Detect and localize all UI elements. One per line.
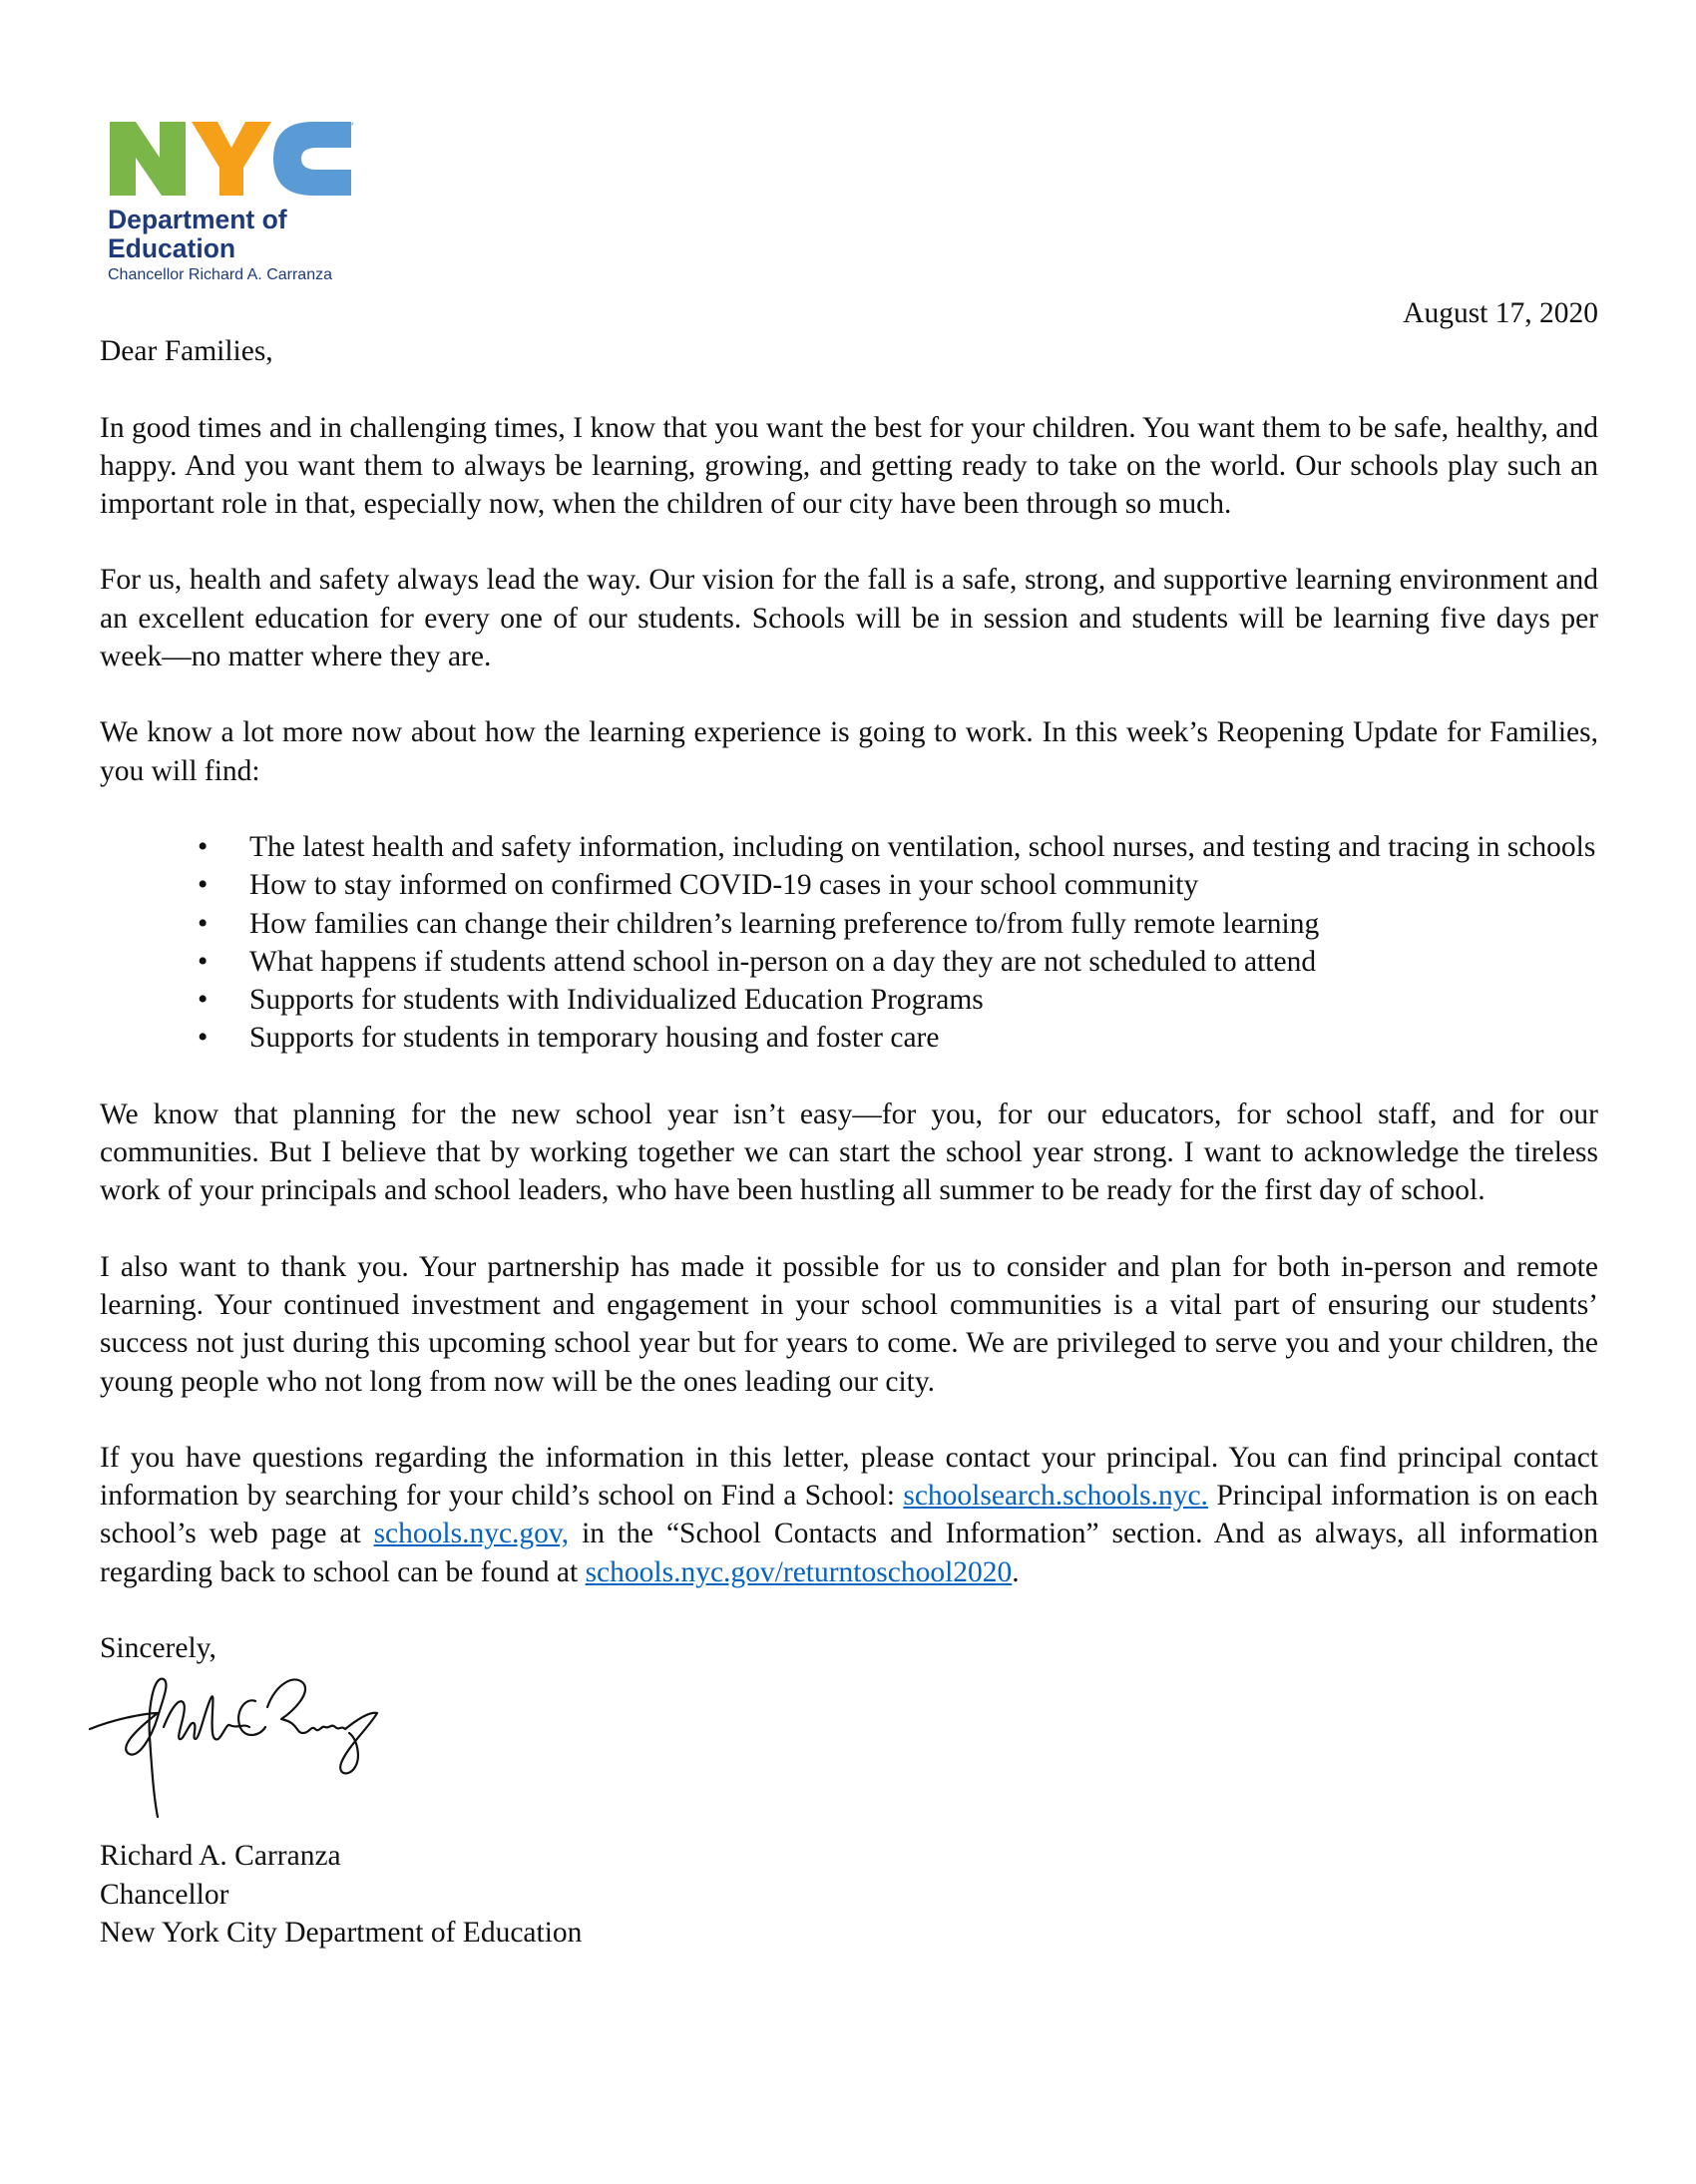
signer-info bbox=[100, 1837, 1598, 1952]
paragraph-3: We know a lot more now about how the learning experience is going to work. In this week’s Reopening Update for Families, you will find: bbox=[100, 716, 1598, 787]
paragraph-1: In good times and in challenging times, I know that you want the best for your children. You want them to be safe, healthy, and happy. And you want them to always be learning, growing, and getting ready to take on the world. Our schools play such an important role in that, especially now, when the children of our city have been through so much. bbox=[100, 411, 1598, 521]
department-name: Department of Education bbox=[108, 205, 287, 263]
paragraph-4: We know that planning for the new school year isn’t easy—for you, for our educators, for school staff, and for our communities. But I believe that by working together we can start the school year strong. I want to acknowledge the tireless work of your principals and school leaders, who have been hustling all summer to be ready for the first day of school. bbox=[100, 1097, 1598, 1207]
svg-text:™: ™ bbox=[346, 121, 354, 130]
bullet-icon: • bbox=[198, 830, 209, 863]
logo-letter-c bbox=[273, 122, 351, 196]
schools-website-link[interactable]: schools.nyc.gov, bbox=[373, 1518, 570, 1550]
chancellor-line: Chancellor Richard A. Carranza bbox=[108, 266, 332, 283]
signer-title: Chancellor bbox=[100, 1878, 229, 1911]
list-item: • How families can change their children’s learning preference to/from fully remote learning bbox=[100, 905, 1598, 943]
bullet-icon: • bbox=[198, 907, 209, 940]
bullet-icon: • bbox=[198, 984, 209, 1017]
list-item: • How to stay informed on confirmed COVID-19 cases in your school community bbox=[100, 866, 1598, 904]
closing: Sincerely, bbox=[100, 1632, 216, 1665]
list-item: • What happens if students attend school in-person on a day they are not scheduled to attend bbox=[100, 943, 1598, 981]
logo-letter-y bbox=[192, 122, 271, 196]
list-item: • Supports for students in temporary housing and foster care bbox=[100, 1019, 1598, 1057]
letter-body bbox=[100, 294, 1598, 1952]
signer-organization: New York City Department of Education bbox=[100, 1916, 583, 1949]
return-to-school-link[interactable]: schools.nyc.gov/returntoschool2020 bbox=[585, 1555, 1013, 1588]
update-bullet-list bbox=[100, 828, 1598, 1058]
bullet-icon: • bbox=[198, 869, 209, 902]
signature-image bbox=[80, 1667, 399, 1837]
paragraph-6: If you have questions regarding the information in this letter, please contact your principal. You can find principal contact information by searching for your child’s school on Find a School: schoolsearch.schools.nyc. Principal information is on each school’s web page at schools.nyc.gov, in the “School Contacts and Information” section. And as always, all information regarding back to school can be found at schools.nyc.gov/returntoschool2020. bbox=[100, 1441, 1598, 1588]
bullet-icon: • bbox=[198, 945, 209, 978]
letterhead bbox=[108, 118, 427, 285]
paragraph-2: For us, health and safety always lead the way. Our vision for the fall is a safe, strong, and supportive learning environment and an excellent education for every one of our students. Schools will be in session and students will be learning five days per week—no matter where they are. bbox=[100, 564, 1598, 673]
find-a-school-link[interactable]: schoolsearch.schools.nyc. bbox=[903, 1480, 1208, 1513]
paragraph-5: I also want to thank you. Your partnership has made it possible for us to consider and plan for both in-person and remote learning. Your continued investment and engagement in your school communities is a vital part of ensuring our students’ success not just during this upcoming school year but for years to come. We are privileged to serve you and your children, the young people who not long from now will be the ones leading our city. bbox=[100, 1250, 1598, 1398]
bullet-icon: • bbox=[198, 1022, 209, 1055]
list-item: • The latest health and safety information, including on ventilation, school nurses, and testing and tracing in schools bbox=[100, 828, 1598, 866]
letter-date: August 17, 2020 bbox=[1403, 297, 1598, 329]
logo-letter-n bbox=[110, 122, 186, 196]
list-item: • Supports for students with Individualized Education Programs bbox=[100, 981, 1598, 1019]
signer-name: Richard A. Carranza bbox=[100, 1840, 341, 1873]
signature-block bbox=[100, 1667, 1598, 1837]
salutation: Dear Families, bbox=[100, 335, 273, 368]
nyc-logo bbox=[108, 118, 353, 200]
